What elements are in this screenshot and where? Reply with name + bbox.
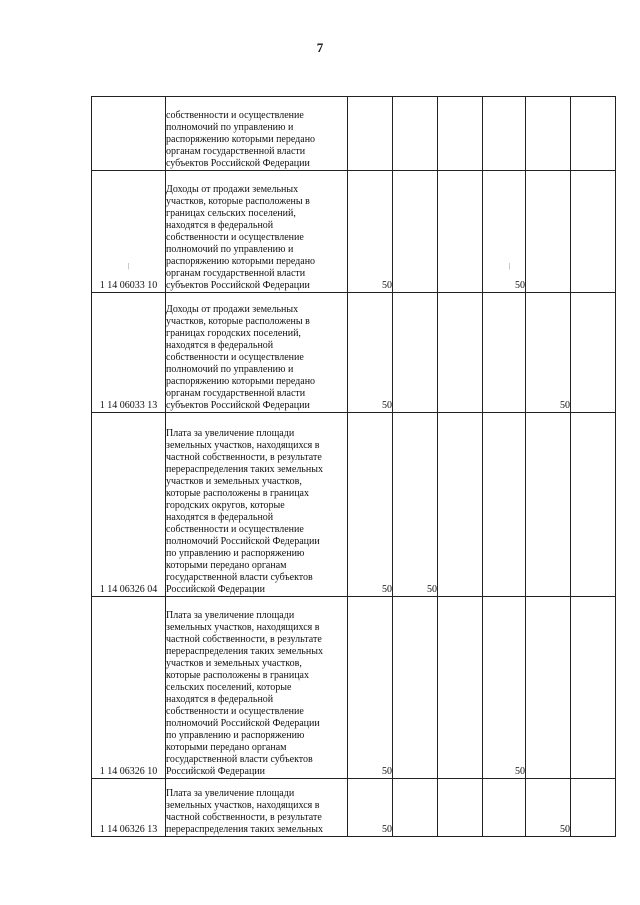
description-line: собственности и осуществление bbox=[166, 110, 304, 121]
normative-value-cell bbox=[483, 779, 526, 837]
description-line: частной собственности, в результате bbox=[166, 452, 322, 463]
income-description-cell bbox=[166, 293, 348, 413]
description-line: находятся в федеральной bbox=[166, 694, 274, 705]
normative-value-cell bbox=[393, 171, 438, 293]
normative-value-cell: 50 bbox=[348, 597, 393, 779]
description-line: земельных участков, находящихся в bbox=[166, 622, 320, 633]
description-line: перераспределения таких земельных bbox=[166, 646, 323, 657]
page-number: 7 bbox=[316, 40, 324, 55]
description-line: находятся в федеральной bbox=[166, 220, 274, 231]
description-line: находятся в федеральной bbox=[166, 340, 274, 351]
budget-code-cell: 1 14 06326 04 bbox=[92, 413, 166, 597]
normative-value-cell bbox=[571, 779, 616, 837]
description-line: органам государственной власти bbox=[166, 146, 306, 157]
normative-value-cell bbox=[526, 597, 571, 779]
description-line: субъектов Российской Федерации bbox=[166, 280, 310, 291]
description-line: полномочий Российской Федерации bbox=[166, 718, 320, 729]
normative-value-cell bbox=[526, 97, 571, 171]
normative-value-cell bbox=[571, 597, 616, 779]
normative-value-cell: 50 bbox=[483, 597, 526, 779]
income-description-cell bbox=[166, 597, 348, 779]
description-line: которыми передано органам bbox=[166, 560, 287, 571]
description-line: государственной власти субъектов bbox=[166, 572, 313, 583]
description-line: органам государственной власти bbox=[166, 388, 306, 399]
normative-value-cell: 50 bbox=[526, 293, 571, 413]
description-line: перераспределения таких земельных bbox=[166, 824, 323, 835]
normative-value-cell: 50 bbox=[348, 779, 393, 837]
description-line: находятся в федеральной bbox=[166, 512, 274, 523]
budget-code-cell: 1 14 06033 13 bbox=[92, 293, 166, 413]
normative-value-cell bbox=[438, 97, 483, 171]
description-line: полномочий по управлению и bbox=[166, 122, 294, 133]
normative-value-cell bbox=[393, 293, 438, 413]
description-line: Доходы от продажи земельных bbox=[166, 184, 299, 195]
description-line: полномочий по управлению и bbox=[166, 364, 294, 375]
description-line: участков, которые расположены в bbox=[166, 316, 310, 327]
description-line: Российской Федерации bbox=[166, 584, 266, 595]
description-line: границах городских поселений, bbox=[166, 328, 301, 339]
normative-value-cell bbox=[483, 97, 526, 171]
scan-artifact: | bbox=[128, 262, 130, 270]
normative-value-cell bbox=[571, 413, 616, 597]
description-line: которые расположены в границах bbox=[166, 488, 309, 499]
normative-value-cell bbox=[571, 171, 616, 293]
table-row bbox=[92, 293, 616, 413]
description-line: участков, которые расположены в bbox=[166, 196, 310, 207]
description-line: границах сельских поселений, bbox=[166, 208, 296, 219]
normative-value-cell: 50 bbox=[348, 171, 393, 293]
description-line: частной собственности, в результате bbox=[166, 812, 322, 823]
budget-code-cell: 1 14 06033 10 bbox=[92, 171, 166, 293]
description-line: полномочий Российской Федерации bbox=[166, 536, 320, 547]
description-line: распоряжению которыми передано bbox=[166, 134, 316, 145]
normative-value-cell bbox=[438, 293, 483, 413]
description-line: распоряжению которыми передано bbox=[166, 376, 316, 387]
normative-value-cell bbox=[348, 97, 393, 171]
normative-value-cell: 50 bbox=[526, 779, 571, 837]
table-row bbox=[92, 779, 616, 837]
description-line: субъектов Российской Федерации bbox=[166, 400, 310, 411]
normative-value-cell: 50 bbox=[348, 293, 393, 413]
table-row bbox=[92, 597, 616, 779]
budget-code-cell: 1 14 06326 10 bbox=[92, 597, 166, 779]
table-row bbox=[92, 97, 616, 171]
normative-value-cell bbox=[438, 413, 483, 597]
normative-value-cell bbox=[438, 597, 483, 779]
description-line: сельских поселений, которые bbox=[166, 682, 292, 693]
description-line: полномочий по управлению и bbox=[166, 244, 294, 255]
normative-value-cell bbox=[571, 293, 616, 413]
description-line: субъектов Российской Федерации bbox=[166, 158, 310, 169]
income-codes-table bbox=[91, 96, 616, 837]
income-description-cell bbox=[166, 171, 348, 293]
description-line: по управлению и распоряжению bbox=[166, 730, 305, 741]
description-line: Плата за увеличение площади bbox=[166, 788, 295, 799]
table-row bbox=[92, 413, 616, 597]
normative-value-cell: 50 bbox=[483, 171, 526, 293]
normative-value-cell bbox=[483, 413, 526, 597]
description-line: собственности и осуществление bbox=[166, 232, 304, 243]
budget-code-cell: 1 14 06326 13 bbox=[92, 779, 166, 837]
normative-value-cell bbox=[571, 97, 616, 171]
income-description-cell bbox=[166, 413, 348, 597]
description-line: земельных участков, находящихся в bbox=[166, 440, 320, 451]
normative-value-cell: 50 bbox=[348, 413, 393, 597]
normative-value-cell bbox=[438, 779, 483, 837]
normative-value-cell bbox=[393, 779, 438, 837]
budget-code-cell bbox=[92, 97, 166, 171]
description-line: Плата за увеличение площади bbox=[166, 610, 295, 621]
normative-value-cell bbox=[393, 597, 438, 779]
normative-value-cell bbox=[526, 171, 571, 293]
description-line: по управлению и распоряжению bbox=[166, 548, 305, 559]
description-line: Российской Федерации bbox=[166, 766, 266, 777]
description-line: Плата за увеличение площади bbox=[166, 428, 295, 439]
normative-value-cell bbox=[438, 171, 483, 293]
description-line: частной собственности, в результате bbox=[166, 634, 322, 645]
description-line: перераспределения таких земельных bbox=[166, 464, 323, 475]
income-description-cell bbox=[166, 779, 348, 837]
normative-value-cell: 50 bbox=[393, 413, 438, 597]
description-line: земельных участков, находящихся в bbox=[166, 800, 320, 811]
normative-value-cell bbox=[483, 293, 526, 413]
table-row bbox=[92, 171, 616, 293]
description-line: которые расположены в границах bbox=[166, 670, 309, 681]
description-line: органам государственной власти bbox=[166, 268, 306, 279]
income-description-cell bbox=[166, 97, 348, 171]
normative-value-cell bbox=[393, 97, 438, 171]
description-line: участков и земельных участков, bbox=[166, 658, 302, 669]
description-line: распоряжению которыми передано bbox=[166, 256, 316, 267]
scan-artifact: | bbox=[509, 262, 511, 270]
description-line: собственности и осуществление bbox=[166, 524, 304, 535]
description-line: участков и земельных участков, bbox=[166, 476, 302, 487]
description-line: государственной власти субъектов bbox=[166, 754, 313, 765]
normative-value-cell bbox=[526, 413, 571, 597]
description-line: городских округов, которые bbox=[166, 500, 285, 511]
description-line: собственности и осуществление bbox=[166, 706, 304, 717]
description-line: Доходы от продажи земельных bbox=[166, 304, 299, 315]
description-line: которыми передано органам bbox=[166, 742, 287, 753]
description-line: собственности и осуществление bbox=[166, 352, 304, 363]
